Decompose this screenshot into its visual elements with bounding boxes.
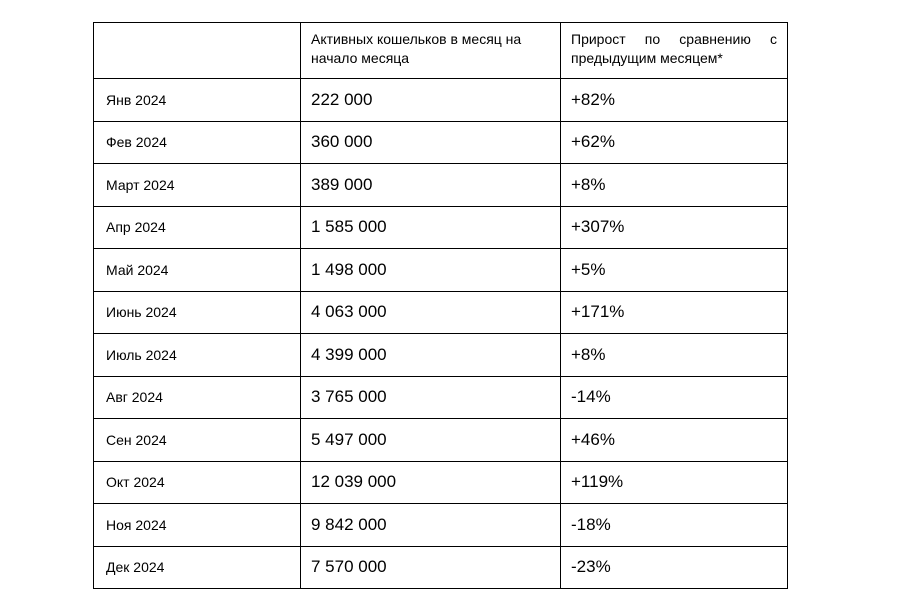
month-cell: Фев 2024	[94, 121, 301, 164]
wallets-cell: 12 039 000	[301, 461, 561, 504]
growth-cell: +8%	[561, 334, 788, 377]
month-cell: Ноя 2024	[94, 504, 301, 547]
table-row	[94, 249, 788, 292]
growth-cell: -14%	[561, 376, 788, 419]
wallets-cell: 389 000	[301, 164, 561, 207]
wallets-cell: 360 000	[301, 121, 561, 164]
growth-cell: +171%	[561, 291, 788, 334]
growth-cell: +8%	[561, 164, 788, 207]
month-cell: Авг 2024	[94, 376, 301, 419]
table-row	[94, 206, 788, 249]
table-row	[94, 546, 788, 589]
active-wallets-table	[93, 22, 788, 589]
header-cell-growth: Прирост по сравнению с предыдущим месяцем*	[561, 23, 788, 79]
header-cell-month	[94, 23, 301, 79]
table-row	[94, 121, 788, 164]
table-row	[94, 79, 788, 122]
wallets-cell: 222 000	[301, 79, 561, 122]
table-row	[94, 164, 788, 207]
growth-cell: +46%	[561, 419, 788, 462]
table-header-row	[94, 23, 788, 79]
growth-cell: -18%	[561, 504, 788, 547]
table-row	[94, 504, 788, 547]
month-cell: Окт 2024	[94, 461, 301, 504]
growth-cell: +307%	[561, 206, 788, 249]
month-cell: Май 2024	[94, 249, 301, 292]
growth-cell: -23%	[561, 546, 788, 589]
table-row	[94, 419, 788, 462]
table-row	[94, 461, 788, 504]
table-row	[94, 291, 788, 334]
month-cell: Сен 2024	[94, 419, 301, 462]
wallets-cell: 3 765 000	[301, 376, 561, 419]
month-cell: Апр 2024	[94, 206, 301, 249]
wallets-cell: 7 570 000	[301, 546, 561, 589]
wallets-cell: 4 063 000	[301, 291, 561, 334]
wallets-cell: 5 497 000	[301, 419, 561, 462]
month-cell: Июнь 2024	[94, 291, 301, 334]
table-row	[94, 376, 788, 419]
table-row	[94, 334, 788, 377]
growth-cell: +5%	[561, 249, 788, 292]
month-cell: Март 2024	[94, 164, 301, 207]
header-cell-wallets: Активных кошельков в месяц на начало месяца	[301, 23, 561, 79]
wallets-cell: 9 842 000	[301, 504, 561, 547]
wallets-cell: 4 399 000	[301, 334, 561, 377]
month-cell: Янв 2024	[94, 79, 301, 122]
growth-cell: +62%	[561, 121, 788, 164]
wallets-cell: 1 498 000	[301, 249, 561, 292]
month-cell: Дек 2024	[94, 546, 301, 589]
wallets-cell: 1 585 000	[301, 206, 561, 249]
growth-cell: +119%	[561, 461, 788, 504]
month-cell: Июль 2024	[94, 334, 301, 377]
growth-cell: +82%	[561, 79, 788, 122]
